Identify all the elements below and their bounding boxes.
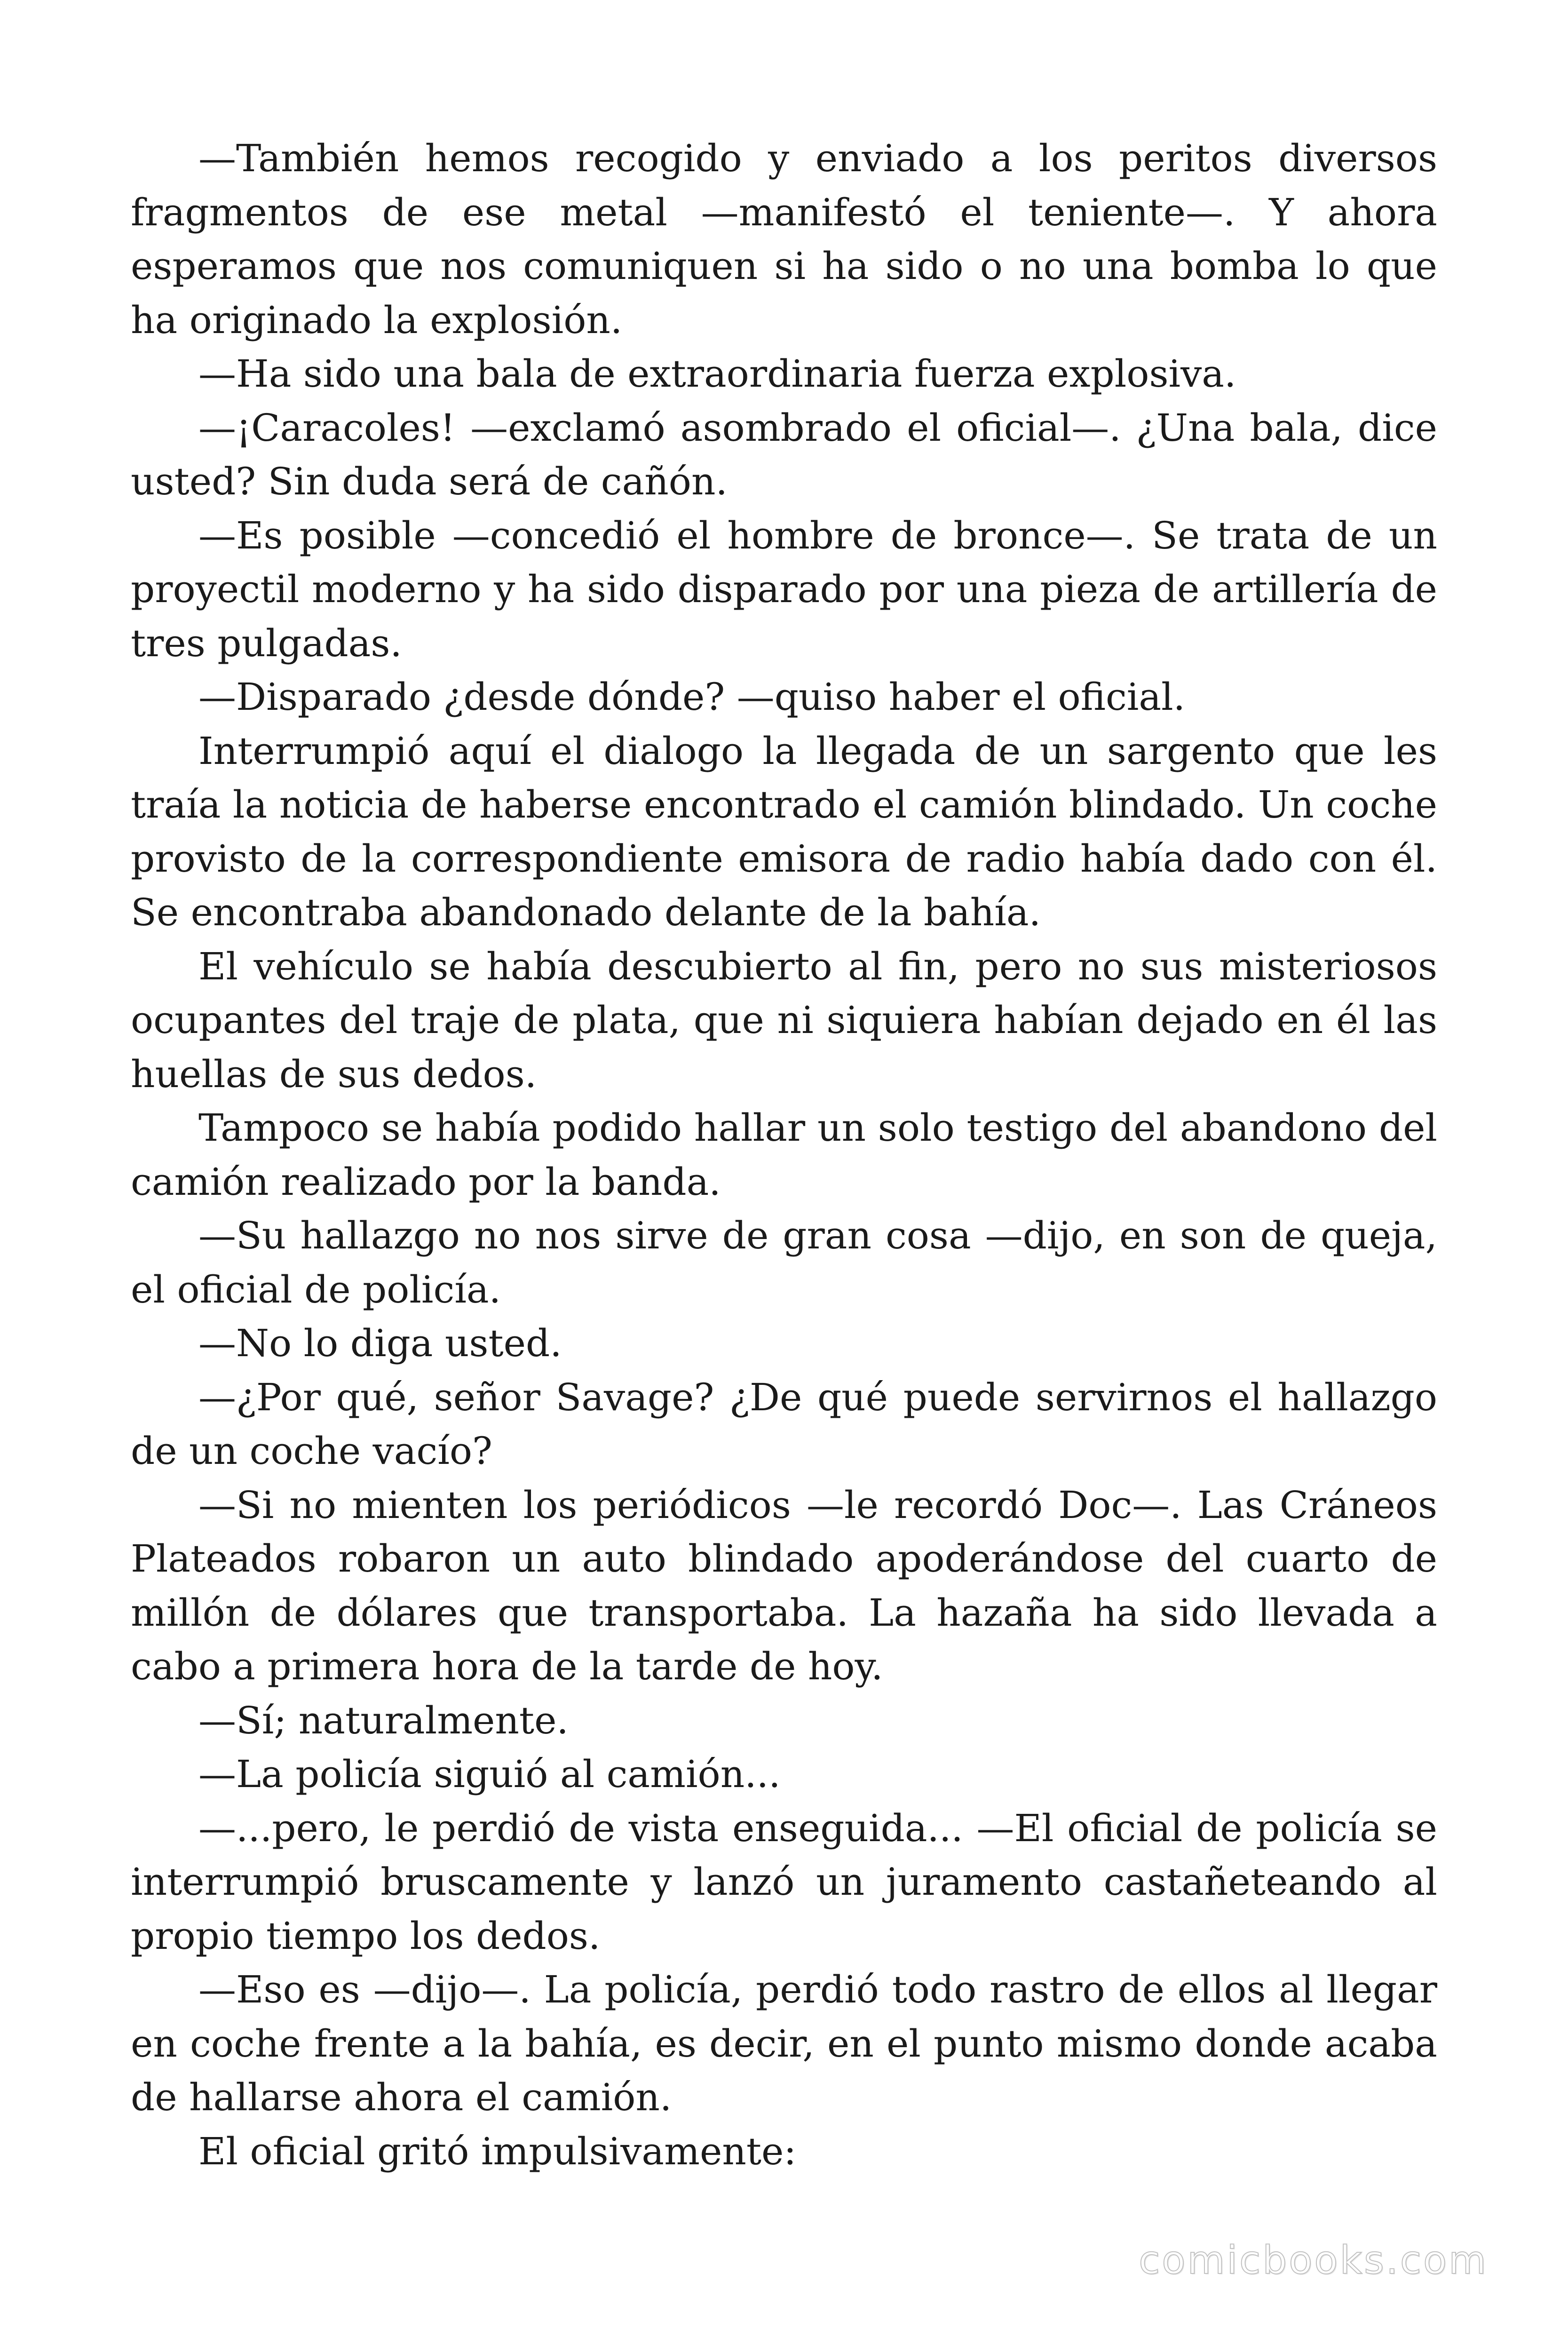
paragraph: —La policía siguió al camión... — [198, 1752, 781, 1796]
paragraph: —Disparado ¿desde dónde? —quiso haber el oficial. — [198, 675, 1186, 719]
paragraph: —Es posible —concedió el hombre de bronce—. Se trata de un proyectil moderno y ha sido disparado por una pieza de artillería de tres pulgadas. — [131, 513, 1437, 665]
paragraph: —Ha sido una bala de extraordinaria fuerza explosiva. — [198, 352, 1236, 396]
paragraph: —...pero, le perdió de vista enseguida... —El oficial de policía se interrumpió bruscamente y lanzó un juramento castañeteando al propio tiempo los dedos. — [131, 1806, 1437, 1958]
paragraph: —Si no mienten los periódicos —le recordó Doc—. Las Cráneos Plateados robaron un auto blindado apoderándose del cuarto de millón de dólares que transportaba. La hazaña ha sido llevada a cabo a primera hora de la tarde de hoy. — [131, 1483, 1437, 1688]
paragraph: —Su hallazgo no nos sirve de gran cosa —dijo, en son de queja, el oficial de policía. — [131, 1214, 1437, 1311]
paragraph: —¡Caracoles! —exclamó asombrado el oficial—. ¿Una bala, dice usted? Sin duda será de cañón. — [131, 405, 1437, 503]
paragraph: —No lo diga usted. — [198, 1321, 562, 1365]
page-body — [131, 132, 1437, 2178]
paragraph: —Sí; naturalmente. — [198, 1698, 569, 1742]
watermark: comicbooks.com — [1139, 2238, 1488, 2283]
paragraph: Interrumpió aquí el dialogo la llegada de un sargento que les traía la noticia de haberse encontrado el camión blindado. Un coche provisto de la correspondiente emisora de radio había dado con él. Se encontraba abandonado delante de la bahía. — [131, 729, 1437, 934]
paragraph: El vehículo se había descubierto al fin, pero no sus misteriosos ocupantes del traje de plata, que ni siquiera habían dejado en él las huellas de sus dedos. — [131, 944, 1437, 1096]
paragraph: —¿Por qué, señor Savage? ¿De qué puede servirnos el hallazgo de un coche vacío? — [131, 1375, 1437, 1473]
paragraph: El oficial gritó impulsivamente: — [198, 2129, 797, 2173]
paragraph: —También hemos recogido y enviado a los peritos diversos fragmentos de ese metal —manifestó el teniente—. Y ahora esperamos que nos comuniquen si ha sido o no una bomba lo que ha originado la explosión. — [131, 136, 1437, 342]
paragraph: —Eso es —dijo—. La policía, perdió todo rastro de ellos al llegar en coche frente a la bahía, es decir, en el punto mismo donde acaba de hallarse ahora el camión. — [131, 1968, 1437, 2119]
paragraph: Tampoco se había podido hallar un solo testigo del abandono del camión realizado por la banda. — [131, 1106, 1437, 1204]
